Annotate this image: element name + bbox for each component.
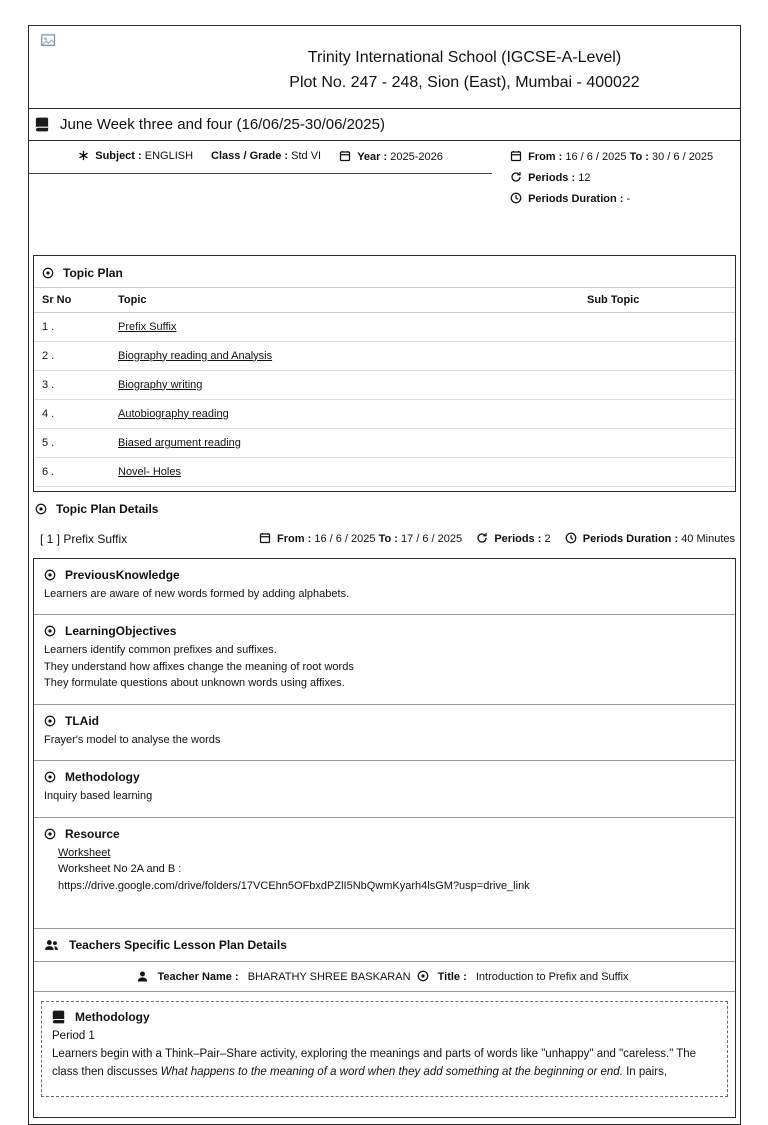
topic-plan-details-heading-text: Topic Plan Details — [56, 501, 159, 516]
duration-label: Periods Duration : — [528, 192, 624, 205]
week-title: June Week three and four (16/06/25-30/06/2025) — [60, 115, 385, 133]
duration-value: 40 Minutes — [681, 533, 735, 546]
plan-meta-left — [29, 141, 492, 174]
section-text: They formulate questions about unknown words using affixes. — [44, 677, 345, 690]
to-value: 30 / 6 / 2025 — [652, 150, 714, 163]
from-value: 16 / 6 / 2025 — [565, 150, 627, 163]
table-row — [34, 341, 735, 370]
paragraph-text: In pairs, — [622, 1065, 668, 1078]
periods-value: 2 — [544, 533, 551, 546]
topic-plan-title — [34, 262, 735, 287]
resource-url: https://drive.google.com/drive/folders/17VCEhn5OFbxdPZlI5NbQwmKyarh4lsGM?usp=drive_link — [58, 879, 530, 892]
topic-link[interactable]: Novel- Holes — [118, 465, 181, 478]
sub-topic — [579, 428, 735, 457]
sub-topic — [579, 457, 735, 486]
column-header-subtopic: Sub Topic — [579, 287, 735, 312]
school-header-text — [197, 32, 732, 96]
section-methodology — [34, 761, 735, 818]
period-label: Period 1 — [52, 1030, 95, 1043]
section-title: PreviousKnowledge — [65, 567, 180, 582]
circle-dot-icon — [42, 267, 54, 279]
table-row — [34, 457, 735, 486]
subject-field — [78, 150, 193, 163]
teacher-info-line — [34, 962, 735, 992]
topic-plan-title-text: Topic Plan — [63, 265, 123, 280]
section-resource — [34, 818, 735, 930]
section-text: Learners identify common prefixes and suffixes. — [44, 644, 277, 657]
class-value: Std VI — [291, 149, 322, 162]
topic-plan-table — [34, 287, 735, 487]
lesson-title-value: Introduction to Prefix and Suffix — [475, 971, 629, 984]
table-row — [34, 399, 735, 428]
week-title-bar — [29, 108, 740, 141]
topic-link[interactable]: Biography reading and Analysis — [118, 349, 273, 362]
broken-image-icon — [41, 34, 59, 50]
people-group-icon — [44, 939, 59, 951]
book-icon — [52, 1010, 65, 1024]
sub-topic — [579, 370, 735, 399]
school-address: Plot No. 247 - 248, Sion (East), Mumbai - 400022 — [289, 73, 640, 91]
class-label: Class / Grade : — [211, 149, 289, 162]
sub-topic — [579, 312, 735, 341]
duration-field — [510, 192, 734, 205]
section-text: Learners are aware of new words formed by adding alphabets. — [44, 587, 350, 600]
book-icon — [35, 117, 49, 132]
circle-dot-icon — [44, 715, 56, 727]
year-value: 2025-2026 — [390, 150, 443, 163]
plan-meta — [29, 141, 740, 225]
lesson-title-label: Title : — [437, 971, 467, 984]
topic-detail-sections — [33, 558, 736, 1118]
topic-plan-box — [33, 255, 736, 492]
refresh-icon — [510, 171, 522, 183]
table-row — [34, 370, 735, 399]
section-title: TLAid — [65, 713, 99, 728]
circle-dot-icon — [35, 503, 47, 515]
class-field — [211, 150, 321, 163]
sr-no: 6 . — [34, 457, 110, 486]
section-title: Resource — [65, 826, 120, 841]
table-row — [34, 428, 735, 457]
teachers-section-header — [34, 929, 735, 962]
duration-value: - — [626, 192, 631, 205]
lesson-plan-document — [28, 25, 741, 1125]
periods-value: 12 — [578, 171, 591, 184]
date-range-field — [510, 150, 734, 163]
circle-dot-icon — [417, 970, 429, 982]
section-title: Methodology — [65, 770, 140, 785]
asterisk-icon — [78, 150, 89, 161]
refresh-icon — [476, 532, 488, 544]
calendar-icon — [510, 150, 522, 162]
person-icon — [137, 971, 148, 982]
section-text: Inquiry based learning — [44, 790, 153, 803]
logo-area — [37, 32, 197, 96]
clock-icon — [510, 192, 522, 204]
from-value: 16 / 6 / 2025 — [314, 533, 376, 546]
circle-dot-icon — [44, 771, 56, 783]
sr-no: 5 . — [34, 428, 110, 457]
sub-topic — [579, 399, 735, 428]
sub-topic — [579, 341, 735, 370]
column-header-srno: Sr No — [34, 287, 110, 312]
section-text: Frayer's model to analyse the words — [44, 733, 221, 746]
paragraph-italic-text: What happens to the meaning of a word when they add something at the beginning or end. — [160, 1065, 623, 1078]
document-header — [29, 26, 740, 98]
year-label: Year : — [357, 150, 388, 163]
section-title: LearningObjectives — [65, 624, 177, 639]
topic-detail-name — [34, 532, 127, 546]
from-label: From : — [277, 533, 312, 546]
section-tlaid — [34, 705, 735, 762]
to-label: To : — [378, 533, 398, 546]
table-header-row — [34, 287, 735, 312]
sr-no: 1 . — [34, 312, 110, 341]
calendar-icon — [259, 532, 271, 544]
topic-plan-details-heading — [29, 492, 740, 516]
plan-meta-right — [492, 141, 740, 225]
topic-link[interactable]: Biased argument reading — [118, 436, 241, 449]
sr-no: 2 . — [34, 341, 110, 370]
topic-name: Prefix Suffix — [63, 531, 128, 546]
topic-detail-meta — [34, 532, 735, 546]
sr-no: 4 . — [34, 399, 110, 428]
to-value: 17 / 6 / 2025 — [400, 533, 463, 546]
topic-link[interactable]: Autobiography reading — [118, 407, 229, 420]
teacher-methodology-box — [41, 1001, 728, 1096]
subject-label: Subject : — [95, 149, 142, 162]
clock-icon — [565, 532, 577, 544]
section-previous-knowledge — [34, 559, 735, 616]
to-label: To : — [629, 150, 649, 163]
table-row — [34, 312, 735, 341]
periods-label: Periods : — [528, 171, 576, 184]
teacher-methodology-area — [34, 992, 735, 1116]
topic-link[interactable]: Biography writing — [118, 378, 203, 391]
periods-label: Periods : — [494, 533, 542, 546]
duration-label: Periods Duration : — [582, 533, 679, 546]
from-label: From : — [528, 150, 563, 163]
circle-dot-icon — [44, 828, 56, 840]
worksheet-link[interactable]: Worksheet — [58, 846, 111, 859]
periods-field — [510, 171, 734, 184]
teacher-name-label: Teacher Name : — [157, 971, 239, 984]
paragraph-text: Learners begin with a Think–Pair–Share activity, exploring the meanings and parts of words like "unhappy" and "careless." The class then discusses — [52, 1047, 697, 1078]
methodology-paragraph — [52, 1046, 717, 1082]
sr-no: 3 . — [34, 370, 110, 399]
topic-link[interactable]: Prefix Suffix — [118, 320, 177, 333]
year-field — [339, 150, 443, 163]
column-header-topic: Topic — [110, 287, 579, 312]
school-name: Trinity International School (IGCSE-A-Level) — [307, 49, 622, 66]
methodology-title: Methodology — [75, 1010, 150, 1025]
section-learning-objectives — [34, 615, 735, 705]
circle-dot-icon — [44, 625, 56, 637]
calendar-icon — [339, 150, 351, 162]
topic-detail-dates — [259, 532, 735, 545]
teacher-name: BHARATHY SHREE BASKARAN — [247, 971, 411, 984]
subject-value: ENGLISH — [144, 149, 194, 162]
topic-index: [ 1 ] — [40, 531, 61, 546]
teachers-section-heading-text: Teachers Specific Lesson Plan Details — [69, 938, 287, 953]
section-text: They understand how affixes change the meaning of root words — [44, 660, 354, 673]
circle-dot-icon — [44, 569, 56, 581]
resource-line: Worksheet No 2A and B : — [58, 863, 182, 876]
